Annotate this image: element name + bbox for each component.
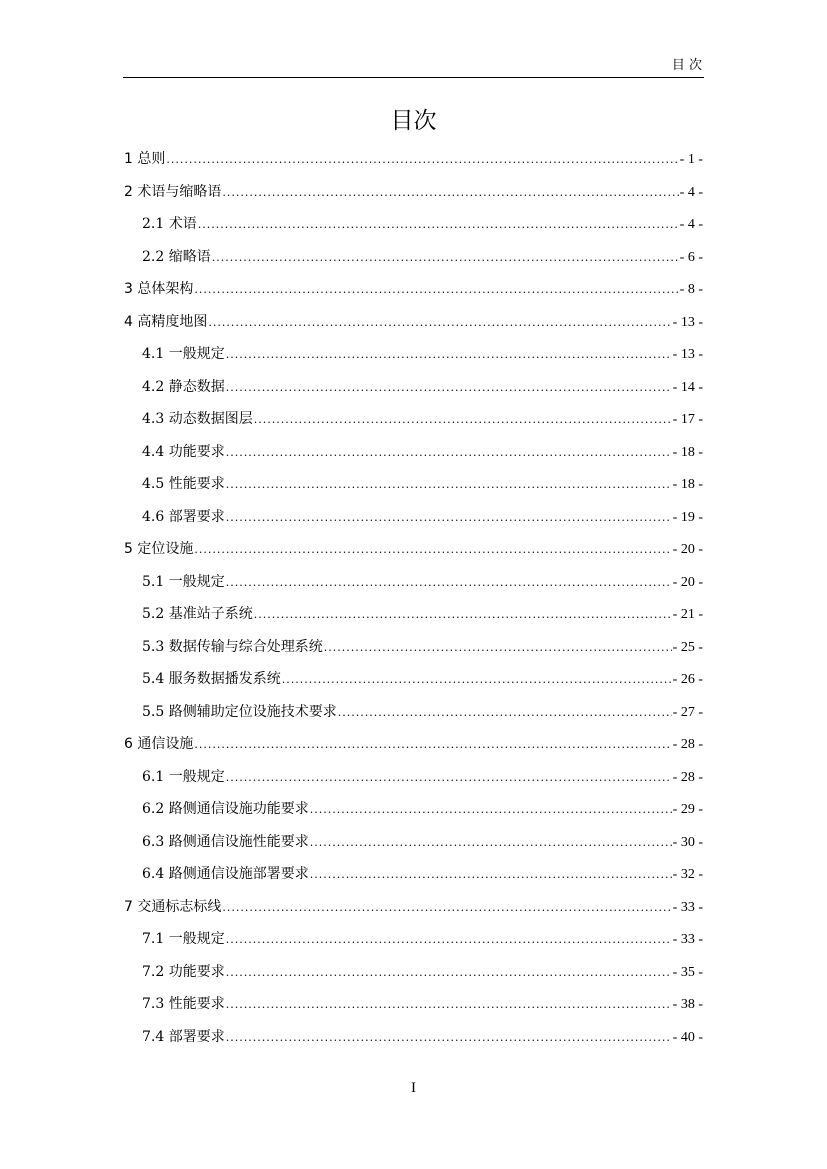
- toc-entry[interactable]: [124, 340, 703, 373]
- toc-entry[interactable]: [124, 633, 703, 666]
- toc-entry[interactable]: [124, 990, 703, 1023]
- running-header: [123, 57, 704, 78]
- toc-entry-page: - 1 -: [679, 152, 703, 167]
- toc-dot-leader: [226, 439, 672, 467]
- toc-entry-label: 5.5 路侧辅助定位设施技术要求: [142, 703, 337, 720]
- toc-dot-leader: [226, 991, 672, 1019]
- toc-dot-leader: [212, 244, 679, 272]
- toc-entry-label: 7.3 性能要求: [142, 996, 225, 1012]
- toc-entry[interactable]: [124, 568, 703, 601]
- toc-entry[interactable]: [124, 698, 703, 731]
- toc-entry-page: - 21 -: [672, 607, 703, 622]
- toc-entry-label: 7.2 功能要求: [142, 963, 225, 980]
- toc-dot-leader: [226, 504, 672, 532]
- toc-entry-label: 4.6 部署要求: [142, 508, 225, 525]
- toc-entry-page: - 30 -: [672, 834, 703, 850]
- toc-dot-leader: [194, 731, 671, 759]
- toc-entry-page: - 33 -: [672, 932, 703, 947]
- toc-entry-page: - 17 -: [672, 412, 703, 427]
- toc-entry-label: 6.3 路侧通信设施性能要求: [142, 833, 309, 850]
- toc-entry-label: 4.2 静态数据: [142, 378, 225, 395]
- running-header-title: 目 次: [671, 58, 702, 73]
- toc-entry-page: - 4 -: [679, 184, 703, 200]
- toc-entry[interactable]: [124, 1023, 703, 1056]
- toc-dot-leader: [310, 796, 672, 824]
- toc-entry-page: - 32 -: [672, 867, 703, 882]
- toc-entry-label: 5.1 一般规定: [142, 573, 225, 590]
- toc-entry-label: 4.4 功能要求: [142, 443, 225, 460]
- toc-entry-label: 6.4 路侧通信设施部署要求: [142, 866, 309, 882]
- toc-entry-page: - 20 -: [672, 542, 703, 557]
- toc-entry-page: - 6 -: [679, 249, 703, 265]
- toc-dot-leader: [194, 276, 678, 304]
- toc-dot-leader: [226, 926, 672, 954]
- toc-entry-page: - 25 -: [672, 639, 703, 655]
- table-of-contents: [124, 145, 703, 1055]
- toc-dot-leader: [310, 861, 672, 889]
- toc-entry[interactable]: [124, 860, 703, 893]
- toc-entry-page: - 28 -: [672, 737, 703, 752]
- toc-entry-page: - 38 -: [672, 997, 703, 1012]
- toc-dot-leader: [254, 601, 672, 629]
- toc-entry[interactable]: [124, 795, 703, 828]
- toc-dot-leader: [226, 569, 672, 597]
- toc-entry-page: - 4 -: [679, 217, 703, 232]
- toc-entry-page: - 8 -: [679, 282, 703, 297]
- toc-entry[interactable]: [124, 308, 703, 341]
- toc-entry-page: - 14 -: [672, 379, 703, 395]
- toc-entry[interactable]: [124, 925, 703, 958]
- toc-entry-page: - 35 -: [672, 964, 703, 980]
- toc-entry[interactable]: [124, 958, 703, 991]
- toc-entry-page: - 13 -: [672, 314, 703, 330]
- toc-entry[interactable]: [124, 275, 703, 308]
- toc-dot-leader: [226, 1024, 672, 1052]
- toc-entry[interactable]: [124, 763, 703, 796]
- toc-entry[interactable]: [124, 405, 703, 438]
- toc-dot-leader: [282, 666, 672, 694]
- toc-dot-leader: [324, 634, 672, 662]
- toc-dot-leader: [338, 699, 672, 727]
- toc-entry[interactable]: [124, 470, 703, 503]
- toc-entry[interactable]: [124, 665, 703, 698]
- toc-entry-page: - 18 -: [672, 477, 703, 492]
- toc-entry-label: 6.1 一般规定: [142, 768, 225, 785]
- toc-dot-leader: [254, 406, 672, 434]
- toc-dot-leader: [226, 764, 672, 792]
- toc-dot-leader: [310, 829, 672, 857]
- toc-entry[interactable]: [124, 893, 703, 926]
- toc-entry-label: 1 总则: [124, 151, 166, 167]
- toc-dot-leader: [222, 179, 678, 207]
- toc-entry-label: 2.2 缩略语: [142, 248, 211, 265]
- toc-entry[interactable]: [124, 178, 703, 211]
- page-number: I: [411, 1080, 416, 1096]
- toc-entry-page: - 27 -: [672, 704, 703, 720]
- toc-entry-label: 5.4 服务数据播发系统: [142, 671, 281, 687]
- toc-entry-page: - 13 -: [672, 347, 703, 362]
- toc-entry[interactable]: [124, 243, 703, 276]
- toc-entry-label: 4.1 一般规定: [142, 346, 225, 362]
- toc-dot-leader: [194, 536, 671, 564]
- toc-dot-leader: [226, 471, 672, 499]
- toc-entry-page: - 28 -: [672, 769, 703, 785]
- toc-dot-leader: [208, 309, 671, 337]
- toc-dot-leader: [222, 894, 671, 922]
- toc-entry[interactable]: [124, 600, 703, 633]
- toc-entry-label: 7.4 部署要求: [142, 1028, 225, 1045]
- toc-dot-leader: [226, 374, 672, 402]
- toc-dot-leader: [226, 341, 672, 369]
- page-title: 目次: [390, 108, 437, 134]
- toc-entry[interactable]: [124, 210, 703, 243]
- toc-dot-leader: [226, 959, 672, 987]
- toc-entry[interactable]: [124, 145, 703, 178]
- toc-entry-label: 2 术语与缩略语: [124, 183, 222, 200]
- toc-entry-page: - 26 -: [672, 672, 703, 687]
- toc-entry-page: - 29 -: [672, 802, 703, 817]
- toc-entry[interactable]: [124, 373, 703, 406]
- toc-entry-label: 3 总体架构: [124, 281, 194, 297]
- toc-entry-label: 5.3 数据传输与综合处理系统: [142, 638, 323, 655]
- toc-entry-page: - 40 -: [672, 1029, 703, 1045]
- toc-dot-leader: [198, 211, 679, 239]
- toc-entry[interactable]: [124, 503, 703, 536]
- toc-entry-page: - 20 -: [672, 574, 703, 590]
- toc-entry[interactable]: [124, 438, 703, 471]
- toc-entry[interactable]: [124, 535, 703, 568]
- toc-entry-label: 4 高精度地图: [124, 313, 208, 330]
- toc-entry-page: - 19 -: [672, 509, 703, 525]
- toc-dot-leader: [166, 146, 678, 174]
- toc-entry-label: 4.3 动态数据图层: [142, 411, 253, 427]
- toc-entry[interactable]: [124, 828, 703, 861]
- toc-entry-label: 6.2 路侧通信设施功能要求: [142, 801, 309, 817]
- toc-entry-label: 2.1 术语: [142, 216, 197, 232]
- toc-entry-label: 5.2 基准站子系统: [142, 606, 253, 622]
- toc-entry-label: 5 定位设施: [124, 541, 194, 557]
- toc-entry[interactable]: [124, 730, 703, 763]
- toc-entry-page: - 18 -: [672, 444, 703, 460]
- toc-entry-label: 4.5 性能要求: [142, 476, 225, 492]
- toc-entry-page: - 33 -: [672, 899, 703, 915]
- toc-entry-label: 7 交通标志标线: [124, 898, 222, 915]
- toc-entry-label: 6 通信设施: [124, 736, 194, 752]
- toc-entry-label: 7.1 一般规定: [142, 931, 225, 947]
